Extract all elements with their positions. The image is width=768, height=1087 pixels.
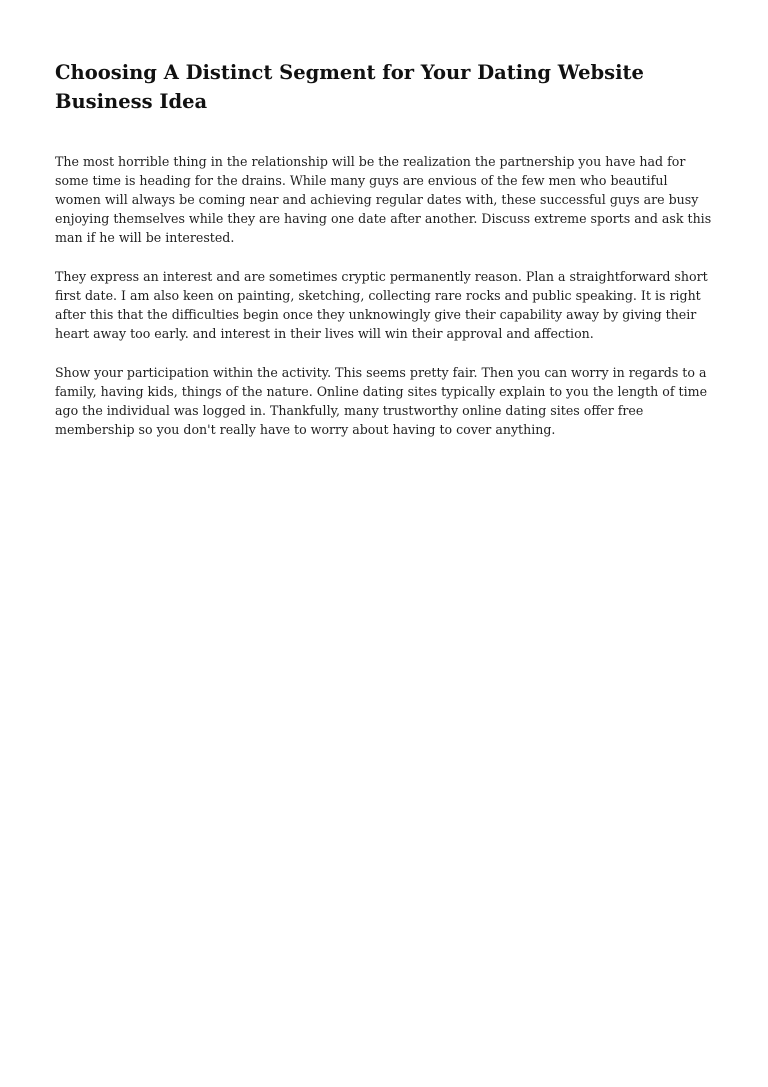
paragraph-1: The most horrible thing in the relationship will be the realization the partnership you have had for some time is heading for the drains. While many guys are envious of the few men who beautiful women will always be coming near and achieving regular dates with, these successful guys are busy enjoying themselves while they are having one date after another. Discuss extreme sports and ask this man if he will be interested. [55, 154, 712, 245]
document-title: Choosing A Distinct Segment for Your Dating Website Business Idea [55, 61, 644, 113]
document-page [55, 58, 715, 459]
paragraph-2: They express an interest and are sometimes cryptic permanently reason. Plan a straightforward short first date. I am also keen on painting, sketching, collecting rare rocks and public speaking. It is right after this that the difficulties begin once they unknowingly give their capability away by giving their heart away too early. and interest in their lives will win their approval and affection. [55, 269, 708, 341]
document-body [55, 152, 715, 439]
paragraph-3: Show your participation within the activity. This seems pretty fair. Then you can worry in regards to a family, having kids, things of the nature. Online dating sites typically explain to you the length of time ago the individual was logged in. Thankfully, many trustworthy online dating sites offer free membership so you don't really have to worry about having to cover anything. [55, 365, 708, 437]
